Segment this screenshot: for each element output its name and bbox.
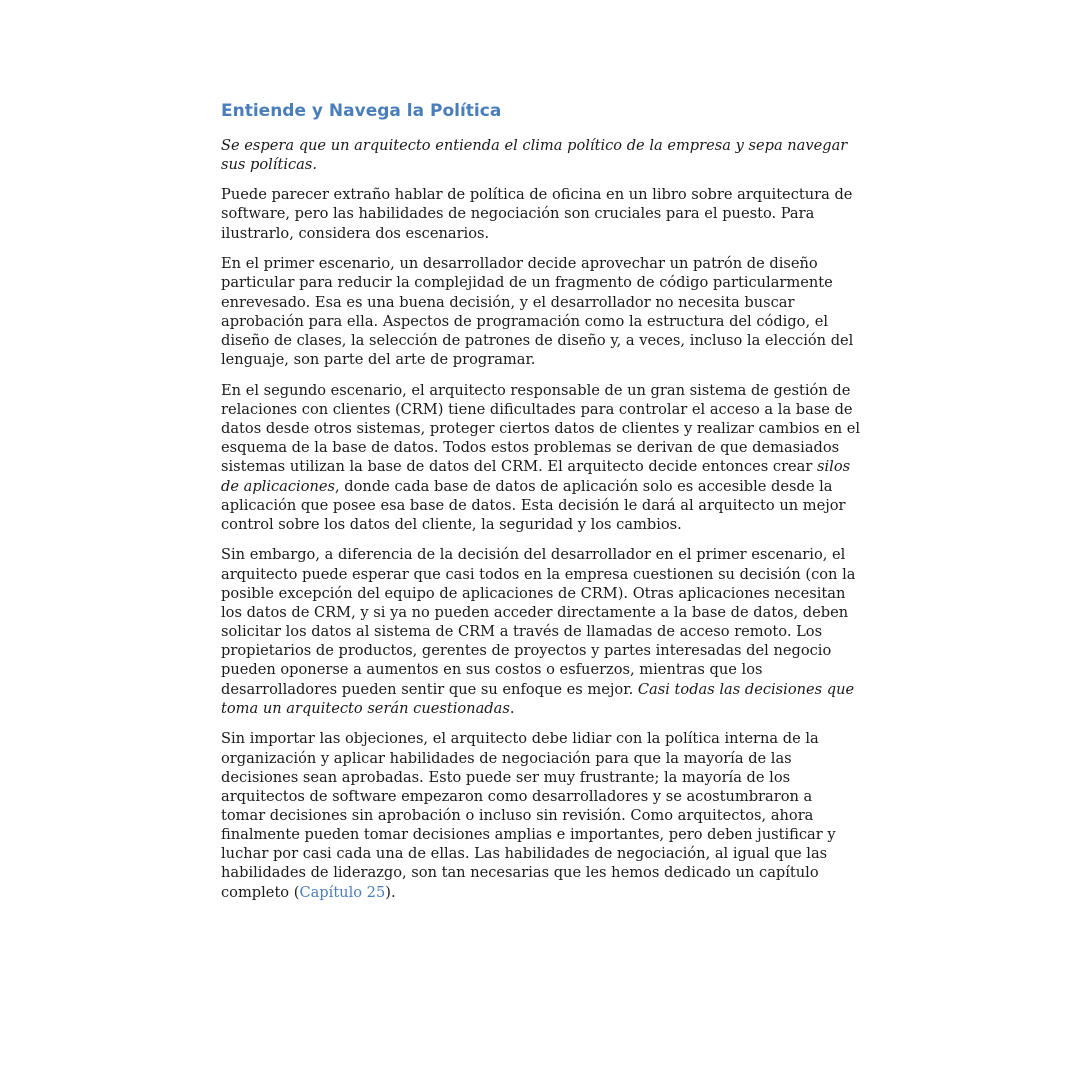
paragraph-text: Sin importar las objeciones, el arquitecto debe lidiar con la política interna de la organización y aplicar habilidades de negociación para que la mayoría de las decisiones sean aprobadas. Esto puede ser muy frustrante; la mayoría de los arquitectos de software empezaron como desarrolladores y se acostumbraron a tomar decisiones sin aprobación o incluso sin revisión. Como arquitectos, ahora finalmente pueden tomar decisiones amplias e importantes, pero deben justificar y luchar por casi cada una de ellas. Las habilidades de negociación, al igual que las habilidades de liderazgo, son tan necesarias que les hemos dedicado un capítulo completo (: [221, 730, 836, 901]
emphasis-text: Casi todas las decisiones que toma un arquitecto serán cuestionadas: [221, 680, 855, 717]
paragraph-second-scenario: [221, 381, 861, 534]
emphasis-text: silos de aplicaciones: [221, 458, 851, 495]
paragraph-negotiation: [221, 729, 861, 901]
paragraph-first-scenario: En el primer escenario, un desarrollador decide aprovechar un patrón de diseño particular para reducir la complejidad de un fragmento de código particularmente enrevesado. Esa es una buena decisión, y el desarrollador no necesita buscar aprobación para ella. Aspectos de programación como la estructura del código, el diseño de clases, la selección de patrones de diseño y, a veces, incluso la elección del lenguaje, son parte del arte de programar.: [221, 255, 854, 369]
paragraph-text: ).: [385, 883, 396, 901]
paragraph-objections: [221, 545, 861, 717]
paragraph-text: .: [509, 699, 515, 717]
section-epigraph: Se espera que un arquitecto entienda el clima político de la empresa y sepa navegar sus políticas.: [221, 137, 848, 174]
paragraph-text: Sin embargo, a diferencia de la decisión del desarrollador en el primer escenario, el arquitecto puede esperar que casi todos en la empresa cuestionen su decisión (con la posible excepción del equipo de aplicaciones de CRM). Otras aplicaciones necesitan los datos de CRM, y si ya no pueden acceder directamente a la base de datos, deben solicitar los datos al sistema de CRM a través de llamadas de acceso remoto. Los propietarios de productos, gerentes de proyectos y partes interesadas del negocio pueden oponerse a aumentos en sus costos o esfuerzos, mientras que los desarrolladores pueden sentir que su enfoque es mejor.: [221, 546, 856, 698]
paragraph-intro: Puede parecer extraño hablar de política de oficina en un libro sobre arquitectura de software, pero las habilidades de negociación son cruciales para el puesto. Para ilustrarlo, considera dos escenarios.: [221, 186, 853, 242]
paragraph-text: En el segundo escenario, el arquitecto responsable de un gran sistema de gestión de relaciones con clientes (CRM) tiene dificultades para controlar el acceso a la base de datos desde otros sistemas, proteger ciertos datos de clientes y realizar cambios en el esquema de la base de datos. Todos estos problemas se derivan de que demasiados sistemas utilizan la base de datos del CRM. El arquitecto decide entonces crear: [221, 381, 861, 476]
document-page: [221, 98, 861, 913]
section-title: Entiende y Navega la Política: [221, 101, 502, 121]
chapter-25-link[interactable]: Capítulo 25: [299, 883, 386, 901]
paragraph-text: , donde cada base de datos de aplicación solo es accesible desde la aplicación que posee esa base de datos. Esta decisión le dará al arquitecto un mejor control sobre los datos del cliente, la seguridad y los cambios.: [221, 477, 846, 533]
